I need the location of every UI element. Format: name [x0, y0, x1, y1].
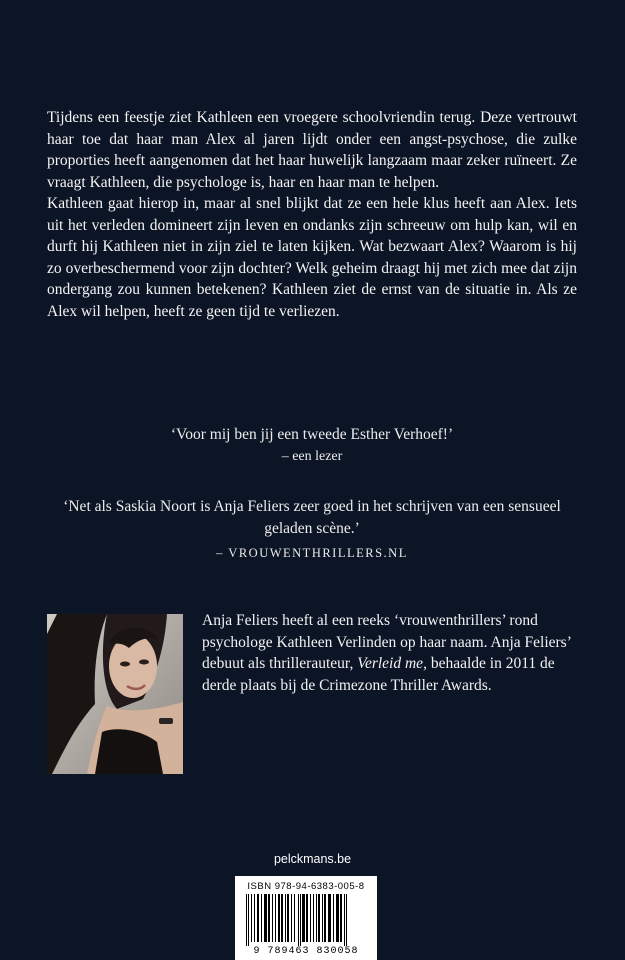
back-cover-blurb [47, 107, 577, 322]
quote-text: ‘Voor mij ben jij een tweede Esther Verhoef!’ [170, 426, 454, 443]
blurb-paragraph-2: Kathleen gaat hierop in, maar al snel blijkt dat ze een hele klus heeft aan Alex. Iets uit het verleden domineert zijn leven en ondanks zijn schreeuw om hulp kan, wil en durft hij Kathleen niet in zijn ziel te laten kijken. Wat bezwaart Alex? Waarom is hij zo overbeschermend voor zijn dochter? Welk geheim draagt hij met zich mee dat zijn ondergang zou kunnen betekenen? Kathleen ziet de ernst van de situatie in. Als ze Alex wil helpen, heeft ze geen tijd te verliezen. [47, 195, 577, 320]
bio-text-end: , behaalde in 2011 de derde plaats bij de Crimezone Thriller Awards. [202, 655, 555, 694]
publisher-url: pelckmans.be [273, 852, 352, 866]
review-quote-1 [47, 424, 577, 468]
quote-text: ‘Net als Saskia Noort is Anja Feliers zeer goed in het schrijven van een sensueel geladen scène.’ [63, 498, 561, 537]
author-photo [47, 614, 183, 774]
blurb-paragraph-1: Tijdens een feestje ziet Kathleen een vroegere schoolvriendin terug. Deze vertrouwt haar toe dat haar man Alex al jaren lijdt onder een angst-psychose, die zulke proporties heeft aangenomen dat het haar huwelijk langzaam maar zeker ruïneert. Ze vraagt Kathleen, die psychologe is, haar en haar man te helpen. [47, 109, 577, 191]
author-bio [202, 610, 578, 696]
debut-title: Verleid me [357, 655, 424, 672]
barcode-bars [244, 894, 368, 946]
barcode-digits: 9 789463 830058 [253, 946, 359, 957]
isbn-barcode [235, 876, 377, 960]
quote-source: – VROUWENTHRILLERS.NL [216, 546, 408, 560]
review-quote-2 [47, 496, 577, 564]
isbn-label: ISBN 978-94-6383-005-8 [247, 881, 365, 892]
quote-source: – een lezer [281, 449, 343, 464]
bio-text-start: Anja Feliers heeft al een reeks ‘vrouwenthrillers’ rond psychologe Kathleen Verlinden op haar naam. Anja Feliers’ debuut als thrillerauteur, [202, 612, 571, 672]
